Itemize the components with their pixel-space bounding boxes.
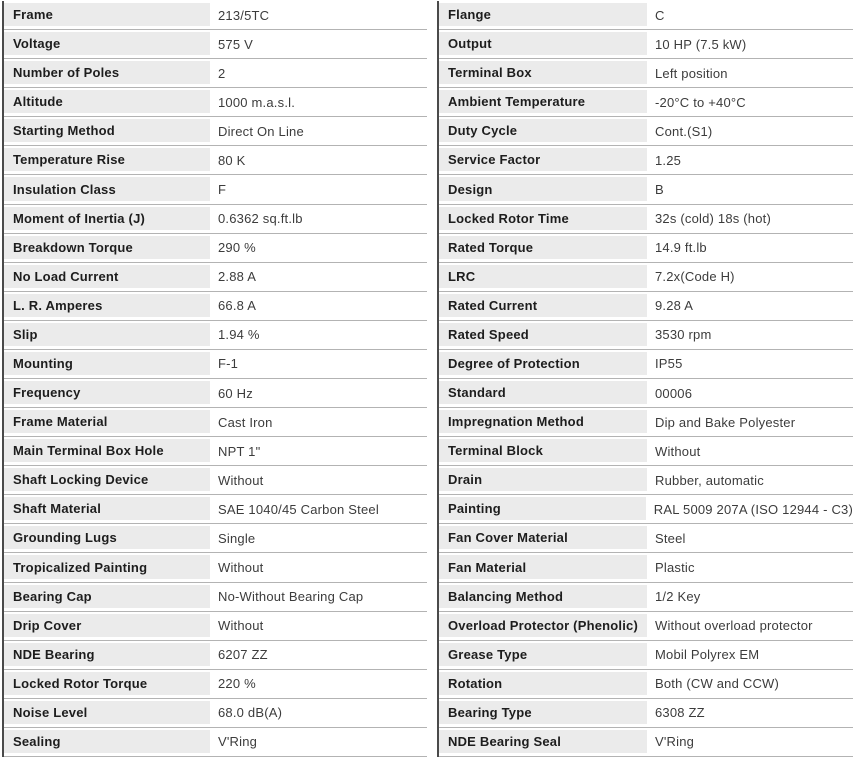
spec-label: Starting Method bbox=[4, 117, 210, 145]
spec-label: Balancing Method bbox=[439, 583, 647, 611]
spec-label: Breakdown Torque bbox=[4, 234, 210, 262]
spec-value: RAL 5009 207A (ISO 12944 - C3) bbox=[653, 501, 853, 517]
table-row bbox=[4, 553, 427, 582]
spec-value: V'Ring bbox=[655, 734, 695, 750]
table-row bbox=[439, 583, 853, 612]
spec-label: Temperature Rise bbox=[4, 146, 210, 174]
spec-value: 80 K bbox=[218, 152, 246, 168]
spec-table-right bbox=[437, 1, 853, 757]
table-row bbox=[439, 728, 853, 757]
spec-value: C bbox=[655, 7, 665, 23]
spec-label: Rated Current bbox=[439, 292, 647, 320]
spec-value: Plastic bbox=[655, 560, 695, 576]
table-row bbox=[439, 670, 853, 699]
spec-value: 1.25 bbox=[655, 152, 682, 168]
table-row bbox=[439, 495, 853, 524]
spec-value: Without bbox=[218, 472, 264, 488]
spec-value: Dip and Bake Polyester bbox=[655, 414, 796, 430]
table-row bbox=[439, 408, 853, 437]
table-row bbox=[439, 699, 853, 728]
table-row bbox=[4, 699, 427, 728]
spec-label: Output bbox=[439, 30, 647, 58]
table-row bbox=[4, 641, 427, 670]
spec-label: Terminal Box bbox=[439, 59, 647, 87]
table-row bbox=[4, 321, 427, 350]
spec-label: NDE Bearing bbox=[4, 641, 210, 669]
spec-value: Mobil Polyrex EM bbox=[655, 647, 760, 663]
spec-label: Noise Level bbox=[4, 699, 210, 727]
spec-value: Cast Iron bbox=[218, 414, 273, 430]
spec-label: Drip Cover bbox=[4, 612, 210, 640]
spec-value: V'Ring bbox=[218, 734, 258, 750]
spec-label: Frame Material bbox=[4, 408, 210, 436]
spec-value: 14.9 ft.lb bbox=[655, 240, 707, 256]
table-row bbox=[439, 117, 853, 146]
spec-label: Grease Type bbox=[439, 641, 647, 669]
spec-label: Sealing bbox=[4, 728, 210, 756]
spec-label: Flange bbox=[439, 1, 647, 29]
spec-value: Cont.(S1) bbox=[655, 123, 713, 139]
spec-value: Single bbox=[218, 530, 256, 546]
table-row bbox=[439, 263, 853, 292]
spec-label: Frame bbox=[4, 1, 210, 29]
table-row bbox=[4, 88, 427, 117]
spec-value: 1000 m.a.s.l. bbox=[218, 94, 296, 110]
table-row bbox=[439, 1, 853, 30]
table-row bbox=[4, 379, 427, 408]
spec-value: Without bbox=[655, 443, 701, 459]
spec-label: Shaft Material bbox=[4, 495, 210, 523]
spec-value: 60 Hz bbox=[218, 385, 253, 401]
table-row bbox=[439, 30, 853, 59]
spec-value: 66.8 A bbox=[218, 298, 257, 314]
spec-value: Rubber, automatic bbox=[655, 472, 764, 488]
table-row bbox=[439, 59, 853, 88]
table-row bbox=[4, 1, 427, 30]
spec-label: Service Factor bbox=[439, 146, 647, 174]
spec-label: Voltage bbox=[4, 30, 210, 58]
spec-value: F-1 bbox=[218, 356, 239, 372]
spec-value: 9.28 A bbox=[655, 298, 694, 314]
spec-value: 32s (cold) 18s (hot) bbox=[655, 211, 771, 227]
spec-label: Impregnation Method bbox=[439, 408, 647, 436]
spec-label: Standard bbox=[439, 379, 647, 407]
table-row bbox=[439, 524, 853, 553]
spec-label: No Load Current bbox=[4, 263, 210, 291]
spec-label: Number of Poles bbox=[4, 59, 210, 87]
table-row bbox=[439, 88, 853, 117]
table-row bbox=[4, 612, 427, 641]
spec-value: 2.88 A bbox=[218, 269, 257, 285]
table-row bbox=[4, 466, 427, 495]
spec-value: No-Without Bearing Cap bbox=[218, 589, 364, 605]
table-row bbox=[439, 437, 853, 466]
spec-value: 220 % bbox=[218, 676, 256, 692]
spec-label: Degree of Protection bbox=[439, 350, 647, 378]
table-row bbox=[439, 292, 853, 321]
spec-value: 290 % bbox=[218, 240, 256, 256]
table-row bbox=[4, 583, 427, 612]
spec-label: L. R. Amperes bbox=[4, 292, 210, 320]
table-row bbox=[4, 30, 427, 59]
spec-value: 3530 rpm bbox=[655, 327, 712, 343]
table-row bbox=[439, 205, 853, 234]
spec-label: Rated Speed bbox=[439, 321, 647, 349]
spec-label: Fan Material bbox=[439, 553, 647, 581]
table-row bbox=[4, 146, 427, 175]
spec-value: -20°C to +40°C bbox=[655, 94, 746, 110]
spec-value: B bbox=[655, 182, 664, 197]
table-row bbox=[439, 612, 853, 641]
spec-value: Steel bbox=[655, 530, 686, 546]
table-row bbox=[4, 117, 427, 146]
spec-label: Drain bbox=[439, 466, 647, 494]
table-row bbox=[4, 234, 427, 263]
spec-value: NPT 1" bbox=[218, 443, 261, 459]
table-row bbox=[4, 205, 427, 234]
spec-label: LRC bbox=[439, 263, 647, 291]
spec-table-left bbox=[2, 1, 427, 757]
table-row bbox=[4, 437, 427, 466]
spec-value: 1.94 % bbox=[218, 327, 260, 343]
spec-label: Fan Cover Material bbox=[439, 524, 647, 552]
spec-value: SAE 1040/45 Carbon Steel bbox=[218, 501, 379, 517]
spec-label: Frequency bbox=[4, 379, 210, 407]
spec-value: 2 bbox=[218, 65, 226, 81]
spec-label: Ambient Temperature bbox=[439, 88, 647, 116]
spec-label: Shaft Locking Device bbox=[4, 466, 210, 494]
table-row bbox=[4, 292, 427, 321]
spec-label: Locked Rotor Time bbox=[439, 205, 647, 233]
table-row bbox=[4, 59, 427, 88]
table-row bbox=[4, 350, 427, 379]
spec-label: Bearing Type bbox=[439, 699, 647, 727]
table-row bbox=[439, 146, 853, 175]
spec-value: 6207 ZZ bbox=[218, 647, 268, 663]
spec-label: Grounding Lugs bbox=[4, 524, 210, 552]
spec-value: 6308 ZZ bbox=[655, 705, 705, 721]
table-row bbox=[4, 524, 427, 553]
table-row bbox=[4, 728, 427, 757]
spec-value: 1/2 Key bbox=[655, 589, 701, 605]
table-row bbox=[439, 175, 853, 204]
table-row bbox=[4, 175, 427, 204]
spec-value: Without bbox=[218, 618, 264, 634]
spec-value: IP55 bbox=[655, 356, 683, 372]
spec-value: 7.2x(Code H) bbox=[655, 269, 735, 285]
spec-value: 68.0 dB(A) bbox=[218, 705, 283, 721]
table-row bbox=[4, 495, 427, 524]
table-row bbox=[4, 670, 427, 699]
spec-label: Slip bbox=[4, 321, 210, 349]
table-row bbox=[4, 263, 427, 292]
spec-label: Painting bbox=[439, 495, 646, 523]
table-row bbox=[439, 641, 853, 670]
spec-value: Without overload protector bbox=[655, 618, 813, 634]
spec-label: Rotation bbox=[439, 670, 647, 698]
table-row bbox=[439, 379, 853, 408]
spec-value: 575 V bbox=[218, 36, 253, 52]
spec-value: Left position bbox=[655, 65, 728, 81]
spec-label: Tropicalized Painting bbox=[4, 553, 210, 581]
spec-label: Rated Torque bbox=[439, 234, 647, 262]
spec-label: Locked Rotor Torque bbox=[4, 670, 210, 698]
spec-value: F bbox=[218, 182, 227, 197]
table-row bbox=[439, 321, 853, 350]
spec-value: 0.6362 sq.ft.lb bbox=[218, 211, 303, 227]
table-row bbox=[439, 350, 853, 379]
table-row bbox=[439, 466, 853, 495]
spec-value: Direct On Line bbox=[218, 123, 304, 139]
table-row bbox=[439, 234, 853, 263]
table-row bbox=[439, 553, 853, 582]
spec-value: 00006 bbox=[655, 385, 693, 401]
spec-value: Without bbox=[218, 560, 264, 576]
spec-label: Main Terminal Box Hole bbox=[4, 437, 210, 465]
spec-value: Both (CW and CCW) bbox=[655, 676, 780, 692]
spec-label: Bearing Cap bbox=[4, 583, 210, 611]
spec-value: 213/5TC bbox=[218, 7, 270, 23]
spec-label: Moment of Inertia (J) bbox=[4, 205, 210, 233]
spec-label: Duty Cycle bbox=[439, 117, 647, 145]
spec-label: NDE Bearing Seal bbox=[439, 728, 647, 756]
spec-label: Overload Protector (Phenolic) bbox=[439, 612, 647, 640]
spec-label: Altitude bbox=[4, 88, 210, 116]
spec-label: Insulation Class bbox=[4, 175, 210, 203]
spec-label: Design bbox=[439, 175, 647, 203]
spec-label: Mounting bbox=[4, 350, 210, 378]
table-row bbox=[4, 408, 427, 437]
spec-label: Terminal Block bbox=[439, 437, 647, 465]
spec-value: 10 HP (7.5 kW) bbox=[655, 36, 747, 52]
